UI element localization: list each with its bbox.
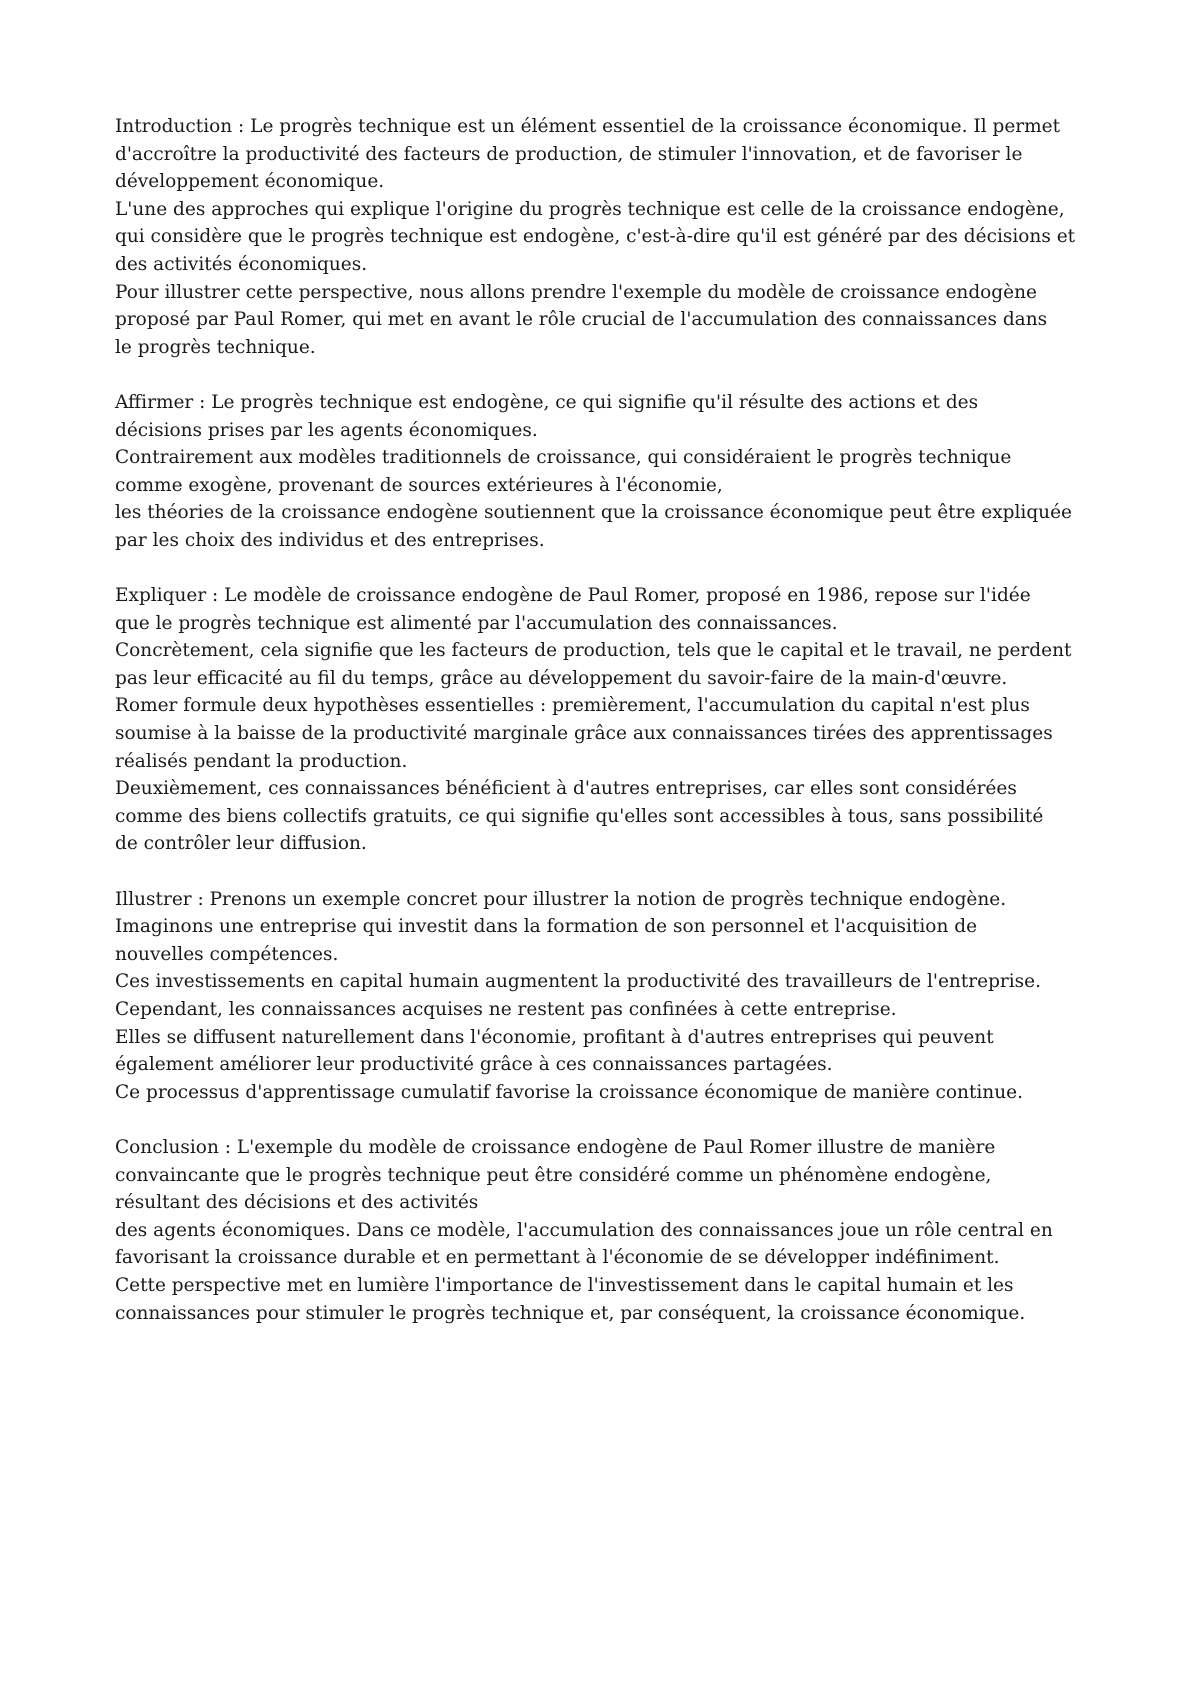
text-line: Introduction : Le progrès technique est un élément essentiel de la croissance économique. Il permet [115, 116, 1061, 137]
text-line: nouvelles compétences. [115, 943, 339, 965]
text-line: Cette perspective met en lumière l'importance de l'investissement dans le capital humain et les [115, 1274, 1014, 1296]
section-affirmer [115, 389, 1100, 555]
text-line: les théories de la croissance endogène soutiennent que la croissance économique peut être expliquée [115, 502, 1072, 524]
section-expliquer [115, 582, 1100, 858]
text-line: décisions prises par les agents économiques. [115, 419, 538, 441]
text-line: des activités économiques. [115, 253, 368, 275]
text-line: Illustrer : Prenons un exemple concret pour illustrer la notion de progrès technique endogène. [115, 888, 1007, 910]
text-line: Imaginons une entreprise qui investit dans la formation de son personnel et l'acquisition de [115, 916, 978, 938]
text-line: comme exogène, provenant de sources extérieures à l'économie, [115, 474, 723, 496]
text-line: le progrès technique. [115, 336, 316, 358]
text-line: Affirmer : Le progrès technique est endogène, ce qui signifie qu'il résulte des actions et des [115, 391, 979, 413]
text-line: de contrôler leur diffusion. [115, 833, 367, 855]
text-line: des agents économiques. Dans ce modèle, l'accumulation des connaissances joue un rôle central en [115, 1219, 1053, 1241]
text-line: L'une des approches qui explique l'origine du progrès technique est celle de la croissance endogène, [115, 198, 1065, 220]
text-line: Deuxièmement, ces connaissances bénéficient à d'autres entreprises, car elles sont considérées [115, 778, 1017, 800]
text-line: Conclusion : L'exemple du modèle de croissance endogène de Paul Romer illustre de manière [115, 1136, 996, 1158]
text-line: comme des biens collectifs gratuits, ce qui signifie qu'elles sont accessibles à tous, sans possibilité [115, 805, 1044, 827]
text-line: proposé par Paul Romer, qui met en avant le rôle crucial de l'accumulation des connaissances dans [115, 309, 1048, 331]
text-line: Pour illustrer cette perspective, nous allons prendre l'exemple du modèle de croissance endogène [115, 281, 1037, 303]
text-line: Concrètement, cela signifie que les facteurs de production, tels que le capital et le travail, ne perdent [115, 640, 1072, 662]
text-line: Ce processus d'apprentissage cumulatif favorise la croissance économique de manière continue. [115, 1081, 1023, 1103]
text-line: favorisant la croissance durable et en permettant à l'économie de se développer indéfiniment. [115, 1247, 1000, 1269]
text-line: pas leur efficacité au fil du temps, grâce au développement du savoir-faire de la main-d'œuvre. [115, 667, 1008, 689]
text-line: convaincante que le progrès technique peut être considéré comme un phénomène endogène, [115, 1164, 992, 1186]
text-line: Ces investissements en capital humain augmentent la productivité des travailleurs de l'entreprise. [115, 971, 1042, 993]
section-conclusion [115, 1134, 1100, 1327]
text-line: Contrairement aux modèles traditionnels de croissance, qui considéraient le progrès technique [115, 447, 1012, 469]
text-line: soumise à la baisse de la productivité marginale grâce aux connaissances tirées des apprentissages [115, 723, 1053, 745]
text-line: réalisés pendant la production. [115, 750, 408, 772]
section-illustrer [115, 886, 1100, 1107]
text-line: développement économique. [115, 171, 385, 193]
section-introduction [115, 113, 1100, 361]
text-line: que le progrès technique est alimenté par l'accumulation des connaissances. [115, 612, 838, 634]
text-line: Expliquer : Le modèle de croissance endogène de Paul Romer, proposé en 1986, repose sur l'idée [115, 585, 1031, 607]
text-line: connaissances pour stimuler le progrès technique et, par conséquent, la croissance économique. [115, 1302, 1026, 1324]
text-line: Romer formule deux hypothèses essentielles : premièrement, l'accumulation du capital n'est plus [115, 695, 1030, 717]
text-line: Elles se diffusent naturellement dans l'économie, profitant à d'autres entreprises qui peuvent [115, 1026, 994, 1048]
text-line: d'accroître la productivité des facteurs de production, de stimuler l'innovation, et de favoriser le [115, 143, 1023, 165]
text-line: qui considère que le progrès technique est endogène, c'est-à-dire qu'il est généré par des décisions et [115, 226, 1076, 248]
text-line: par les choix des individus et des entreprises. [115, 529, 545, 551]
document-body [115, 113, 1100, 1355]
text-line: Cependant, les connaissances acquises ne restent pas confinées à cette entreprise. [115, 999, 897, 1020]
text-line: résultant des décisions et des activités [115, 1192, 479, 1214]
text-line: également améliorer leur productivité grâce à ces connaissances partagées. [115, 1054, 833, 1076]
